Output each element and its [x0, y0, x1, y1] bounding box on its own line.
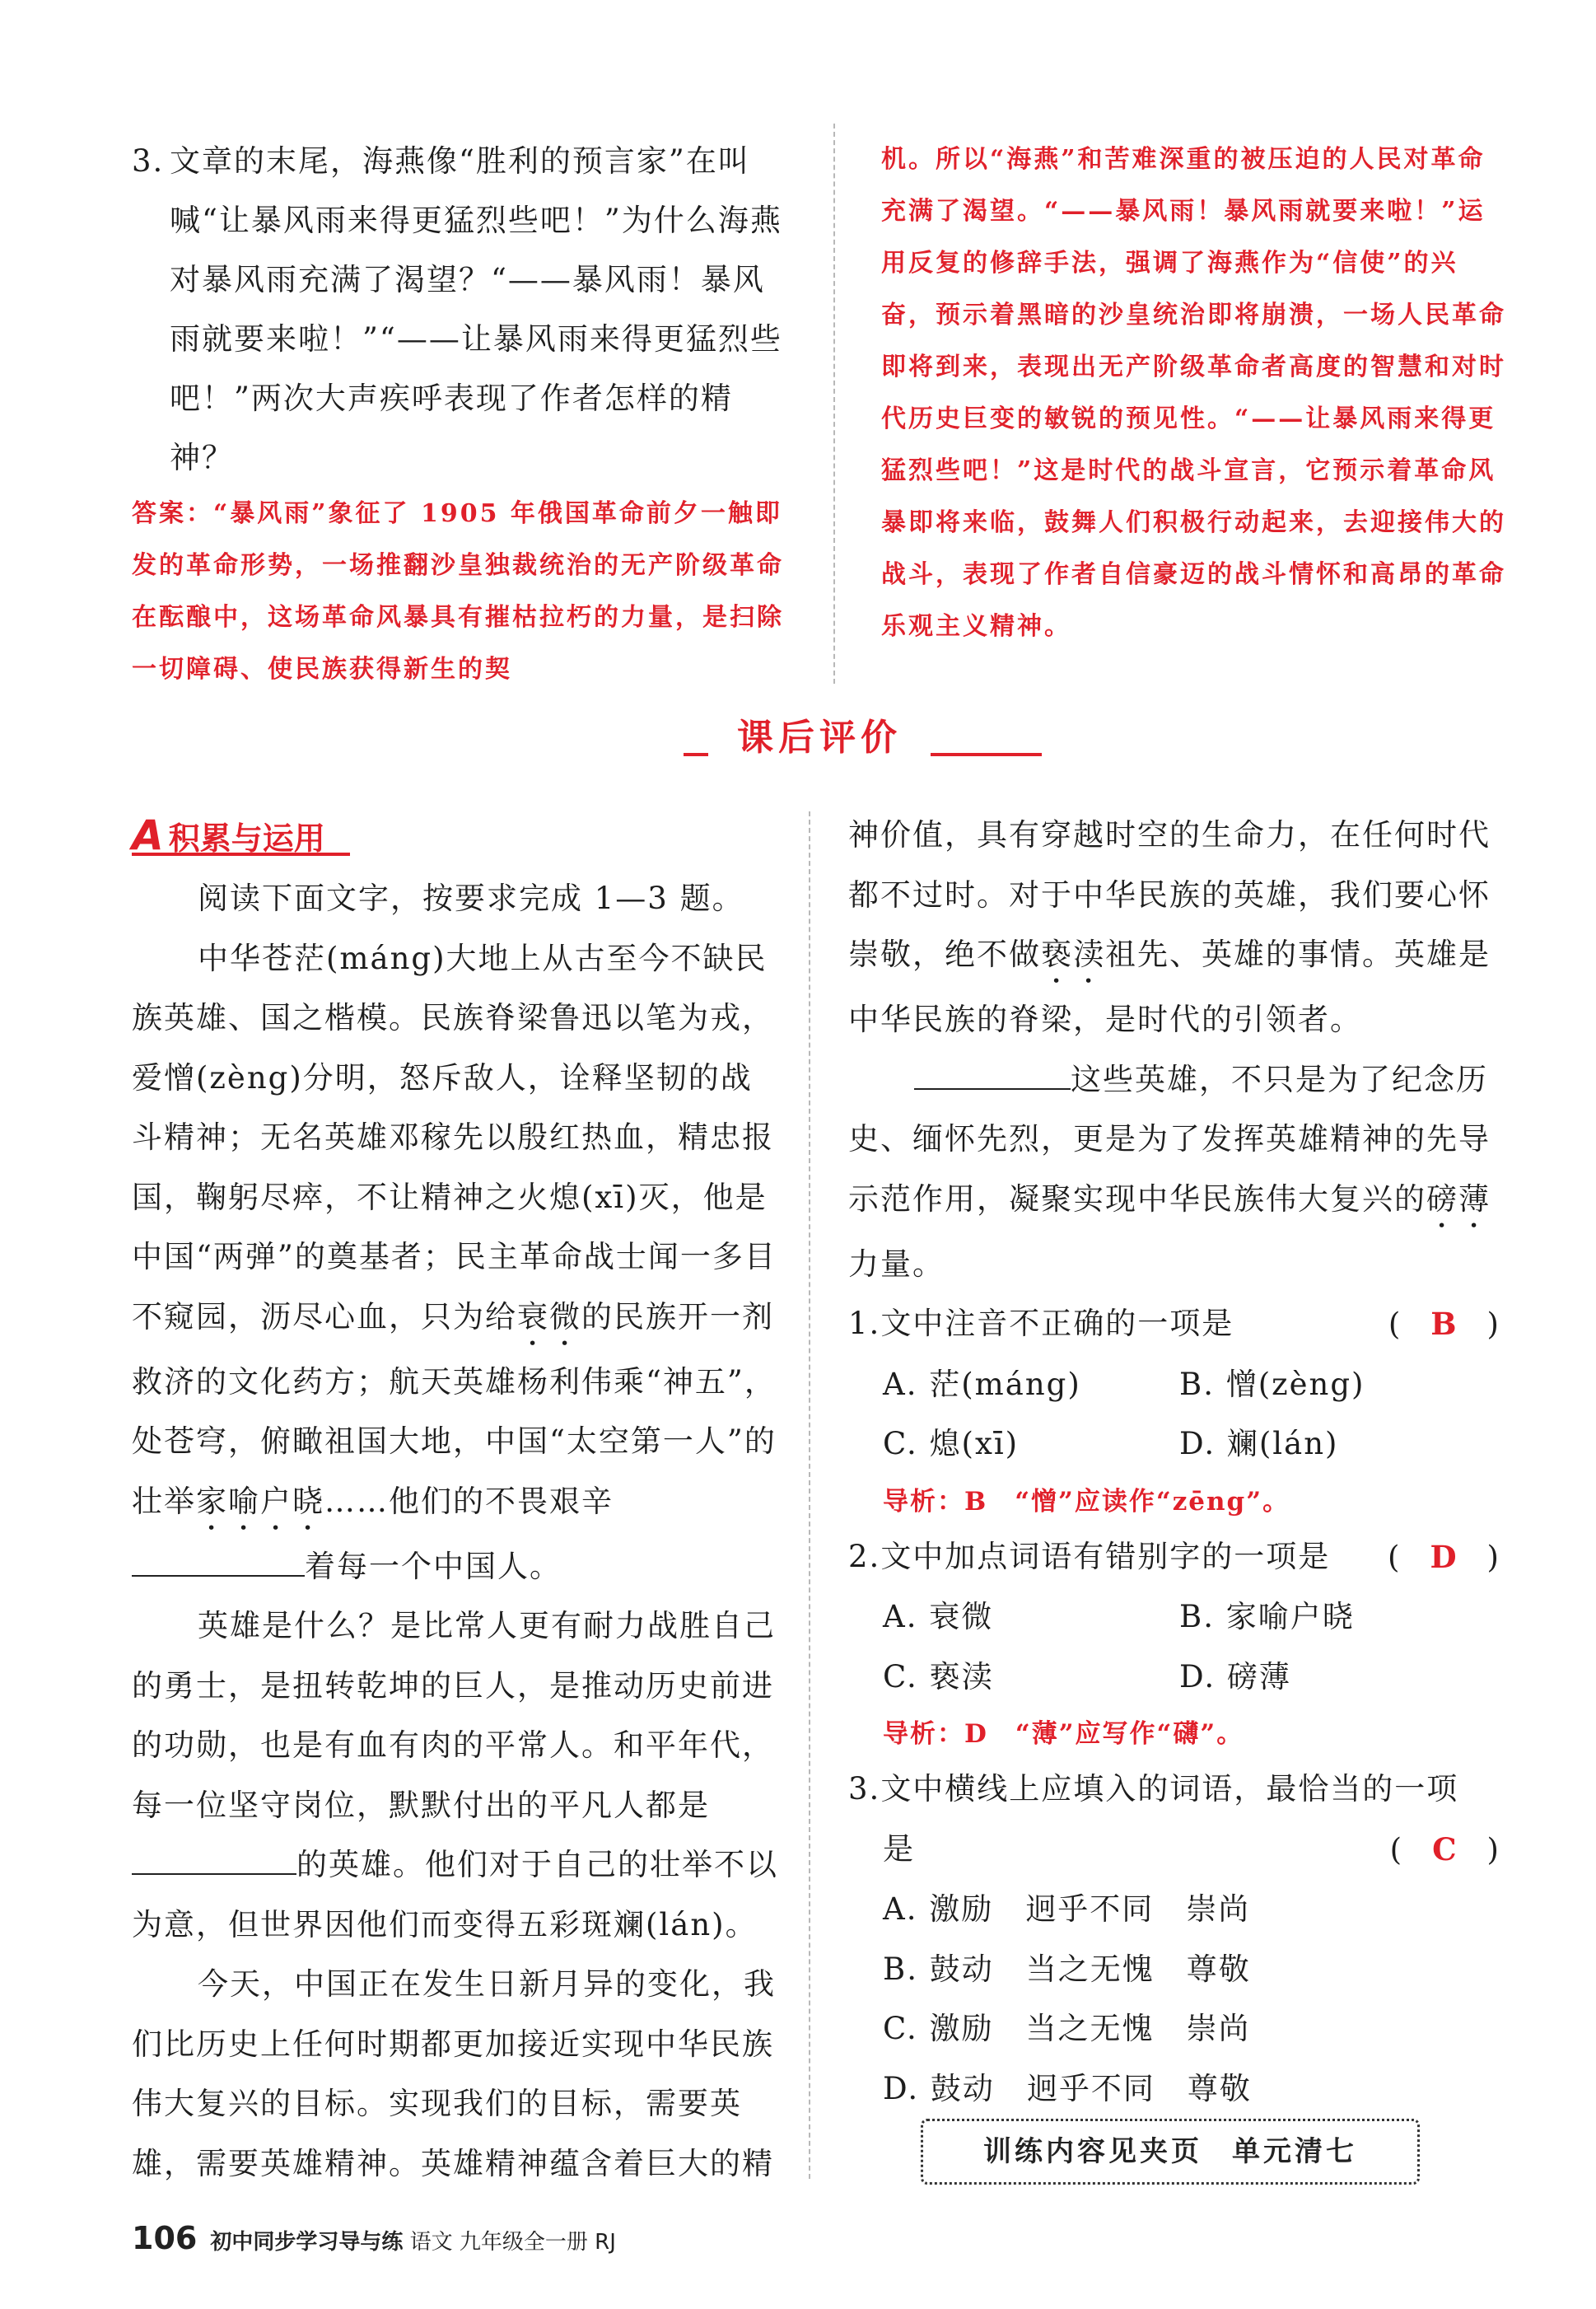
analysis-2: 导析：D “薄”应写作“礴”。 [883, 1719, 1244, 1749]
book-title: 初中同步学习导与练 [210, 2230, 404, 2255]
answer-1: B [1430, 1306, 1457, 1342]
passage-paragraph-3: 今天，中国正在发生日新月异的变化，我们比历史上任何时期都更加接近实现中华民族伟大复兴的目标。实现我们的目标，需要英雄，需要英雄精神。英雄精神蕴含着巨大的精 [132, 1966, 776, 2181]
answer-text-right: 机。所以“海燕”和苦难深重的被压迫的人民对革命充满了渴望。“——暴风雨！暴风雨就要来啦！”运用反复的修辞手法，强调了海燕作为“信使”的兴奋，预示着黑暗的沙皇统治即将崩溃，一场人民革命即将到来，表现出无产阶级革命者高度的智慧和对时代历史巨变的敏锐的预见性。“——让暴风雨来得更猛烈些吧！”这是时代的战斗宣言，它预示着革命风暴即将来临，鼓舞人们积极行动起来，去迎接伟大的战斗，表现了作者自信豪迈的战斗情怀和高昂的革命乐观主义精神。 [881, 145, 1506, 641]
section-title: 课后评价 [708, 710, 931, 766]
option-2b[interactable]: B. 家喻户晓 [1179, 1599, 1355, 1634]
training-note-box [921, 2119, 1420, 2185]
option-3a[interactable]: A. 激励 迥乎不同 崇尚 [883, 1891, 1251, 1927]
answer-bracket-3: ( C ) [1389, 1830, 1499, 1867]
option-2c[interactable]: C. 亵渎 [883, 1658, 994, 1694]
subsection-title: 积累与运用 [168, 820, 325, 857]
question-1: 1.文中注音不正确的一项是 ( B ) A. 茫(máng) B. 憎(zèng) C. 熄(xī) D. 斓(lán) 导析：B “憎”应读作“zēng”。 [848, 1294, 1499, 1527]
passage-right [848, 806, 1499, 2119]
option-1b[interactable]: B. 憎(zèng) [1179, 1366, 1365, 1402]
passage-paragraph-3-cont: 神价值，具有穿越时空的生命力，在任何时代都不过时。对于中华民族的英雄，我们要心怀崇敬，绝不做亵渎祖先、英雄的事情。英雄是中华民族的脊梁，是时代的引领者。 [848, 817, 1491, 1037]
answer-text-left: “暴风雨”象征了 1905 年俄国革命前夕一触即发的革命形势，一场推翻沙皇独裁统治的无产阶级革命在酝酿中，这场革命风暴具有摧枯拉朽的力量，是扫除一切障碍、使民族获得新生的契 [132, 499, 784, 684]
training-note-left: 训练内容见夹页 [983, 2135, 1202, 2168]
question-text: 文章的末尾，海燕像“胜利的预言家”在叫喊“让暴风雨来得更猛烈些吧！”为什么海燕对暴风雨充满了渴望？“——暴风雨！暴风雨就要来啦！”“——让暴风雨来得更猛烈些吧！”两次大声疾呼表现了作者怎样的精神？ [170, 143, 782, 475]
passage-left [132, 869, 782, 2194]
option-1a[interactable]: A. 茫(máng) [883, 1366, 1081, 1402]
analysis-1: 导析：B “憎”应读作“zēng”。 [883, 1486, 1290, 1517]
dotted-word-shuaiwei: 衰微 [517, 1298, 581, 1334]
section-title-line-right [922, 753, 1042, 756]
subsection-underline [132, 853, 350, 856]
passage-instruction: 阅读下面文字，按要求完成 1—3 题。 [198, 881, 744, 916]
column-divider-bottom [809, 811, 810, 2179]
option-1d[interactable]: D. 斓(lán) [1179, 1426, 1339, 1461]
page-footer [132, 2220, 616, 2256]
dotted-word-xiedu: 亵渎 [1041, 937, 1105, 972]
option-3b[interactable]: B. 鼓动 当之无愧 尊敬 [883, 1951, 1251, 1987]
answer-label: 答案： [132, 499, 213, 528]
subsection-mark: A [132, 811, 164, 859]
passage-paragraph-4: 这些英雄，不只是为了纪念历史、缅怀先烈，更是为了发挥英雄精神的先导示范作用，凝聚实现中华民族伟大复兴的磅薄力量。 [848, 1061, 1491, 1282]
option-2a[interactable]: A. 衰微 [883, 1599, 994, 1634]
passage-paragraph-2: 英雄是什么？是比常人更有耐力战胜自己的勇士，是扭转乾坤的巨人，是推动历史前进的功勋，也是有血有肉的平常人。和平年代，每一位坚守岗位，默默付出的平凡人都是的英雄。他们对于自己的壮举不以为意，但世界因他们而变得五彩斑斓(lán)。 [132, 1608, 778, 1942]
answer-continuation [881, 133, 1507, 652]
fill-blank-3[interactable] [914, 1063, 1071, 1090]
question-3-stem: 文中横线上应填入的词语，最恰当的一项 [880, 1771, 1459, 1807]
fill-blank-2[interactable] [132, 1849, 296, 1875]
dotted-word-jiayuhuxiao: 家喻户晓 [196, 1483, 324, 1519]
top-question-3 [132, 132, 791, 695]
page-number: 106 [132, 2220, 198, 2256]
question-2: 2.文中加点词语有错别字的一项是 ( D ) A. 衰微 B. 家喻户晓 C. 亵渎 D. 磅薄 导析：D “薄”应写作“礴”。 [848, 1527, 1499, 1760]
answer-bracket-1: ( B ) [1388, 1306, 1499, 1342]
training-note-right: 单元清七 [1232, 2135, 1357, 2168]
option-3d[interactable]: D. 鼓动 迥乎不同 尊敬 [883, 2070, 1252, 2106]
answer-3: C [1432, 1830, 1457, 1867]
question-2-stem: 文中加点词语有错别字的一项是 [880, 1538, 1331, 1574]
option-3c[interactable]: C. 激励 当之无愧 崇尚 [883, 2011, 1251, 2046]
question-1-stem: 文中注音不正确的一项是 [880, 1306, 1234, 1341]
passage-paragraph-1: 中华苍茫(máng)大地上从古至今不缺民族英雄、国之楷模。民族脊梁鲁迅以笔为戎，爱憎(zèng)分明，怒斥敌人，诠释坚韧的战斗精神；无名英雄邓稼先以殷红热血，精忠报国，鞠躬尽瘁，不让精神之火熄(xī)灭，他是中国“两弹”的奠基者；民主革命战士闻一多目不窥园，沥尽心血，只为给衰微的民族开一剂救济的文化药方；航天英雄杨利伟乘“神五”，处苍穹，俯瞰祖国大地，中国“太空第一人”的壮举家喻户晓……他们的不畏艰辛着每一个中国人。 [132, 940, 777, 1584]
option-2d[interactable]: D. 磅薄 [1179, 1658, 1291, 1694]
book-info: 语文 九年级全一册 RJ [409, 2230, 616, 2255]
column-divider-top [833, 124, 835, 684]
answer-2: D [1430, 1538, 1457, 1575]
dotted-word-bangbo: 磅薄 [1426, 1180, 1491, 1217]
option-1c[interactable]: C. 熄(xī) [883, 1426, 1020, 1461]
fill-blank-1[interactable] [132, 1550, 305, 1577]
answer-bracket-2: ( D ) [1388, 1538, 1499, 1575]
question-3: 3.文中横线上应填入的词语，最恰当的一项 是 ( C ) A. 激励 迥乎不同 崇尚 B. 鼓动 当之无愧 尊敬 C. 激励 当之无愧 崇尚 D. 鼓动 迥乎不同 尊敬 [848, 1760, 1499, 2119]
question-number: 3. [132, 143, 165, 179]
